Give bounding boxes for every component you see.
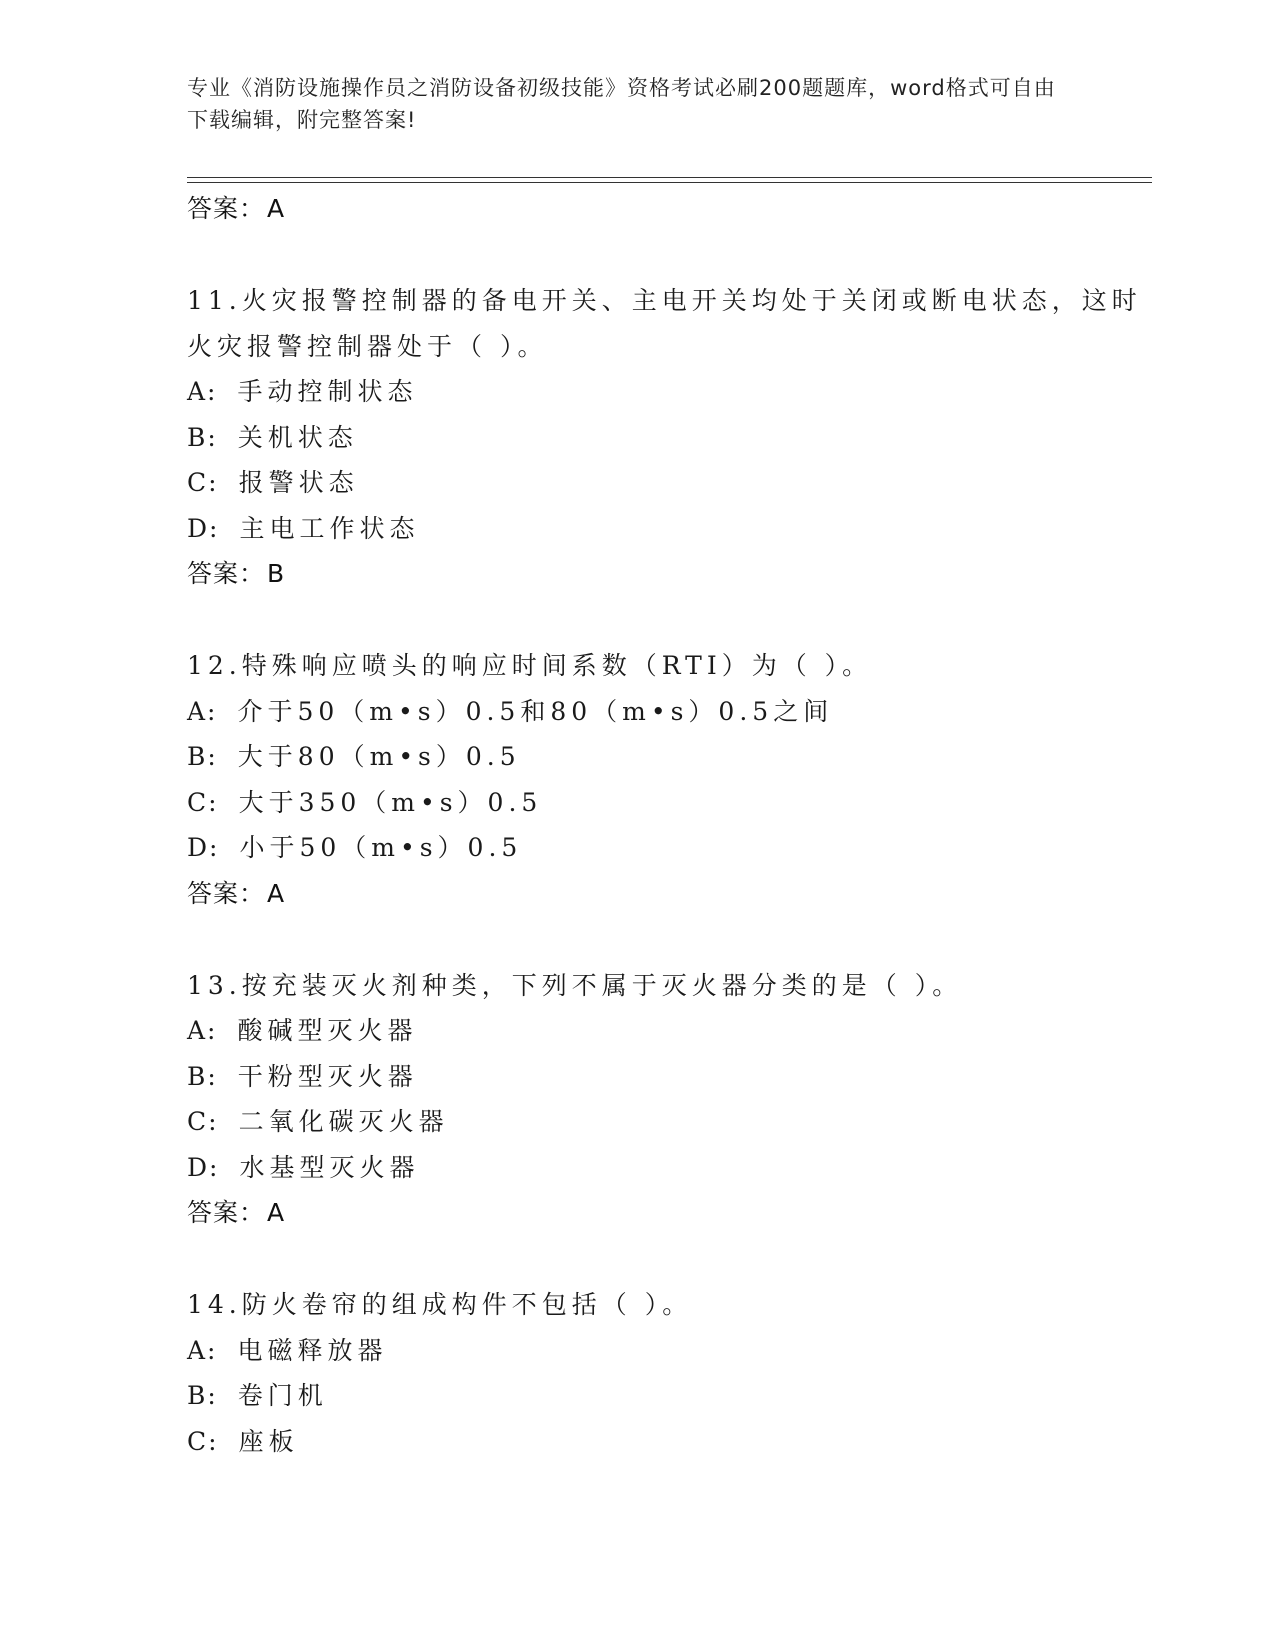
question-block [187,278,1147,596]
option-item [187,1419,1147,1465]
option-key: B: [187,742,218,771]
option-text: 电磁释放器 [237,1335,388,1365]
question-spacer [187,596,1147,643]
option-text: 关机状态 [237,422,358,452]
question-list [187,186,1147,1464]
option-text: 大于350（m•s）0.5 [238,787,543,817]
option-key: C: [187,787,219,817]
option-item [187,460,1147,506]
option-key: D: [187,1152,220,1182]
question-spacer [187,1235,1147,1282]
option-item [187,1099,1147,1145]
option-text: 二氧化碳灭火器 [238,1107,449,1136]
option-key: C: [187,1426,219,1456]
option-item [187,689,1147,735]
question-stem: 11.火灾报警控制器的备电开关、主电开关均处于关闭或断电状态，这时火灾报警控制器处于（ ）。 [187,286,1142,361]
option-item [187,780,1147,826]
option-text: 干粉型灭火器 [237,1061,418,1091]
option-key: B: [187,1381,218,1410]
answer-label: 答案： [187,194,266,223]
option-text: 介于50（m•s）0.5和80（m•s）0.5之间 [237,696,834,726]
option-key: D: [187,833,220,862]
option-item [187,734,1147,780]
question-spacer [187,916,1147,963]
option-item [187,825,1147,871]
option-key: C: [187,468,219,497]
option-key: C: [187,1107,219,1136]
answer-line [187,871,1147,916]
option-item [187,506,1147,552]
option-item [187,1054,1147,1100]
option-key: A: [187,1335,218,1365]
option-text: 座板 [238,1426,299,1456]
answer-label: 答案： [187,559,266,588]
question-stem: 13.按充装灭火剂种类，下列不属于灭火器分类的是（ ）。 [187,970,963,1000]
option-key: A: [187,696,218,726]
answer-value: A [267,194,286,223]
option-text: 小于50（m•s）0.5 [239,833,523,862]
option-text: 酸碱型灭火器 [237,1016,418,1045]
option-key: D: [187,513,220,543]
question-block [187,1282,1147,1464]
answer-line [187,186,1147,231]
option-text: 手动控制状态 [237,377,418,406]
option-key: B: [187,422,218,452]
answer-value: B [267,559,286,588]
question-block [187,963,1147,1236]
option-key: B: [187,1061,218,1091]
header-divider-bottom [187,182,1152,183]
option-item [187,369,1147,415]
option-key: A: [187,1016,218,1045]
answer-value: A [267,1198,286,1227]
document-header: 专业《消防设施操作员之消防设备初级技能》资格考试必刷200题题库，word格式可自由下载编辑，附完整答案! [187,76,1056,132]
option-item [187,1373,1147,1419]
option-item [187,1008,1147,1054]
option-item [187,1328,1147,1374]
option-item [187,415,1147,461]
answer-label: 答案： [187,878,266,908]
question-stem: 14.防火卷帘的组成构件不包括（ ）。 [187,1290,693,1319]
option-item [187,1145,1147,1191]
header-divider-top [187,177,1152,178]
option-key: A: [187,377,218,406]
option-text: 大于80（m•s）0.5 [237,742,521,771]
answer-value: A [267,878,286,908]
option-text: 报警状态 [238,468,359,497]
question-spacer [187,231,1147,278]
option-text: 主电工作状态 [239,513,420,543]
answer-label: 答案： [187,1198,266,1227]
option-text: 卷门机 [237,1381,328,1410]
question-stem: 12.特殊响应喷头的响应时间系数（RTI）为（ ）。 [187,651,873,680]
answer-line [187,551,1147,596]
answer-line [187,1190,1147,1235]
question-block [187,643,1147,916]
option-text: 水基型灭火器 [239,1152,420,1182]
